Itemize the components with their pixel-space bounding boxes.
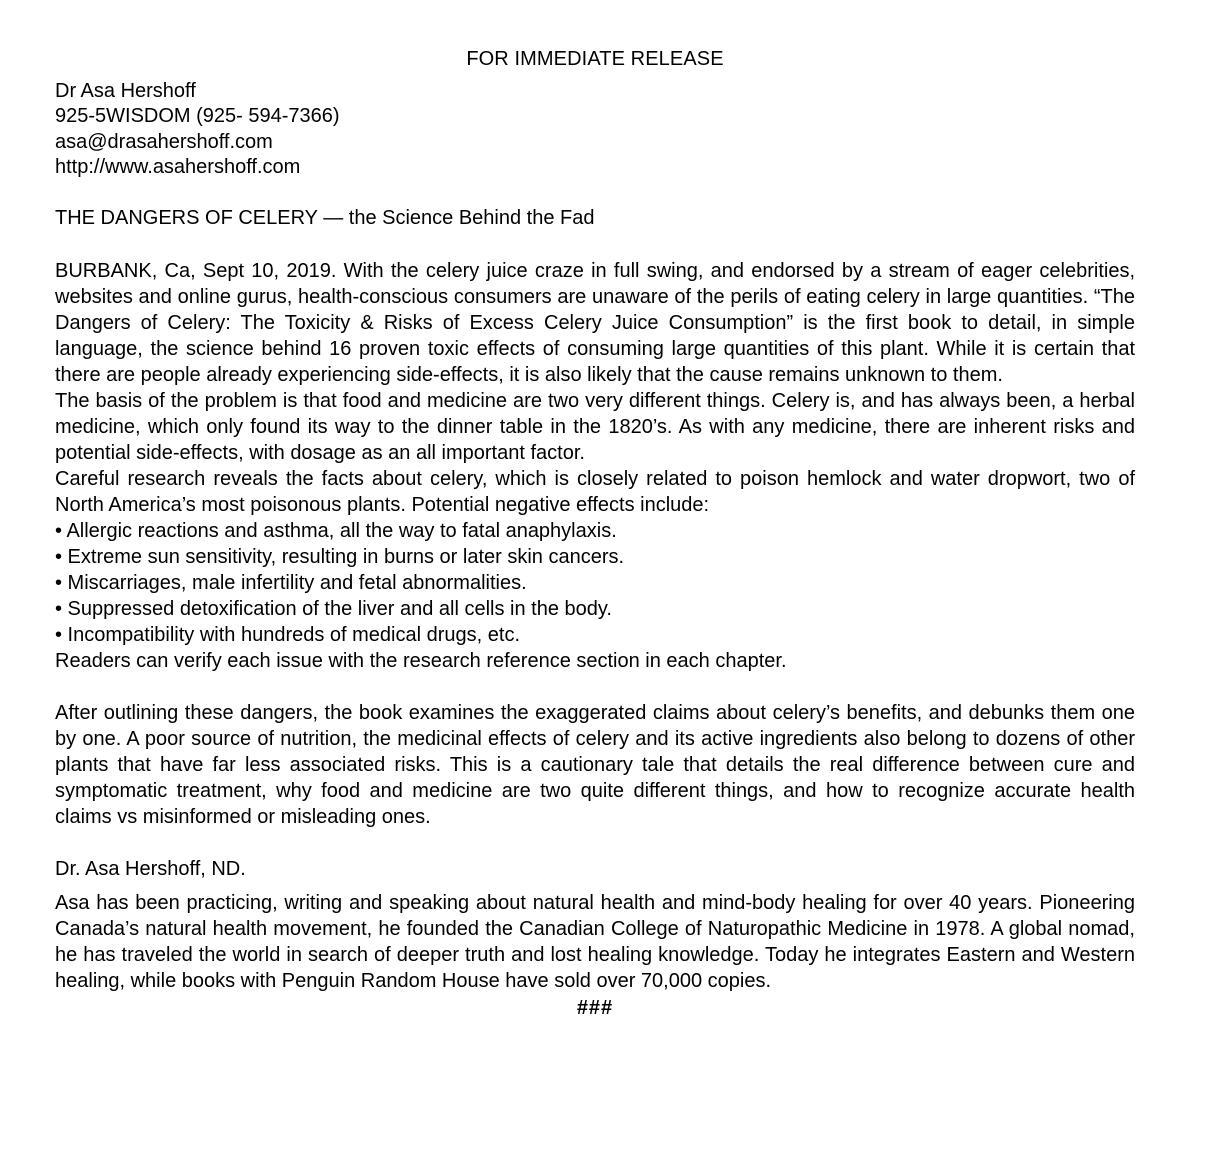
list-item: • Incompatibility with hundreds of medical drugs, etc. [55, 623, 520, 646]
paragraph-basis: The basis of the problem is that food and medicine are two very different things. Celery is, and has always been, a herbal medicine, which only found its way to the dinner table in the 1820’s. As with any medicine, there are inherent risks and potential side-effects, with dosage as an all important factor. [55, 389, 1135, 464]
paragraph-research: Careful research reveals the facts about celery, which is closely related to poison hemlock and water dropwort, two of North America’s most poisonous plants. Potential negative effects include: [55, 467, 1135, 516]
release-notice: FOR IMMEDIATE RELEASE [466, 48, 724, 70]
closing-mark: ### [576, 996, 614, 1019]
paragraph-spacer [55, 674, 1135, 700]
contact-block [55, 79, 1135, 181]
paragraph-spacer [55, 830, 1135, 856]
contact-website[interactable]: http://www.asahershoff.com [55, 156, 301, 179]
headline: THE DANGERS OF CELERY — the Science Behind the Fad [55, 206, 595, 229]
negative-effects-list [55, 518, 1135, 648]
contact-name: Dr Asa Hershoff [55, 80, 196, 102]
document-content [55, 0, 1135, 1021]
bio-spacer [55, 882, 1135, 890]
list-item: • Allergic reactions and asthma, all the way to fatal anaphylaxis. [55, 519, 617, 542]
list-item: • Miscarriages, male infertility and fetal abnormalities. [55, 571, 527, 594]
list-item: • Extreme sun sensitivity, resulting in burns or later skin cancers. [55, 545, 625, 568]
contact-phone: 925-5WISDOM (925- 594-7366) [55, 105, 340, 128]
list-item: • Suppressed detoxification of the liver and all cells in the body. [55, 597, 612, 620]
paragraph-lede: BURBANK, Ca, Sept 10, 2019. With the celery juice craze in full swing, and endorsed by a stream of eager celebrities, websites and online gurus, health-conscious consumers are unaware of the perils of eating celery in large quantities. “The Dangers of Celery: The Toxicity & Risks of Excess Celery Juice Consumption” is the first book to detail, in simple language, the science behind 16 proven toxic effects of consuming large quantities of this plant. While it is certain that there are people already experiencing side-effects, it is also likely that the cause remains unknown to them. [55, 259, 1135, 386]
body-copy [55, 258, 1135, 1021]
paragraph-debunk: After outlining these dangers, the book examines the exaggerated claims about celery’s benefits, and debunks them one by one. A poor source of nutrition, the medicinal effects of celery and its active ingredients also belong to dozens of other plants that have far less associated risks. This is a cautionary tale that details the real difference between cure and symptomatic treatment, why food and medicine are two quite different things, and how to recognize accurate health claims vs misinformed or misleading ones. [55, 701, 1135, 828]
paragraph-verify: Readers can verify each issue with the research reference section in each chapter. [55, 649, 787, 672]
bio-author-name: Dr. Asa Hershoff, ND. [55, 857, 246, 880]
contact-email[interactable]: asa@drasahershoff.com [55, 130, 273, 153]
bio-text: Asa has been practicing, writing and speaking about natural health and mind-body healing for over 40 years. Pioneering Canada’s natural health movement, he founded the Canadian College of Naturopathic Medicine in 1978. A global nomad, he has traveled the world in search of deeper truth and lost healing knowledge. Today he integrates Eastern and Western healing, while books with Penguin Random House have sold over 70,000 copies. [55, 891, 1135, 992]
